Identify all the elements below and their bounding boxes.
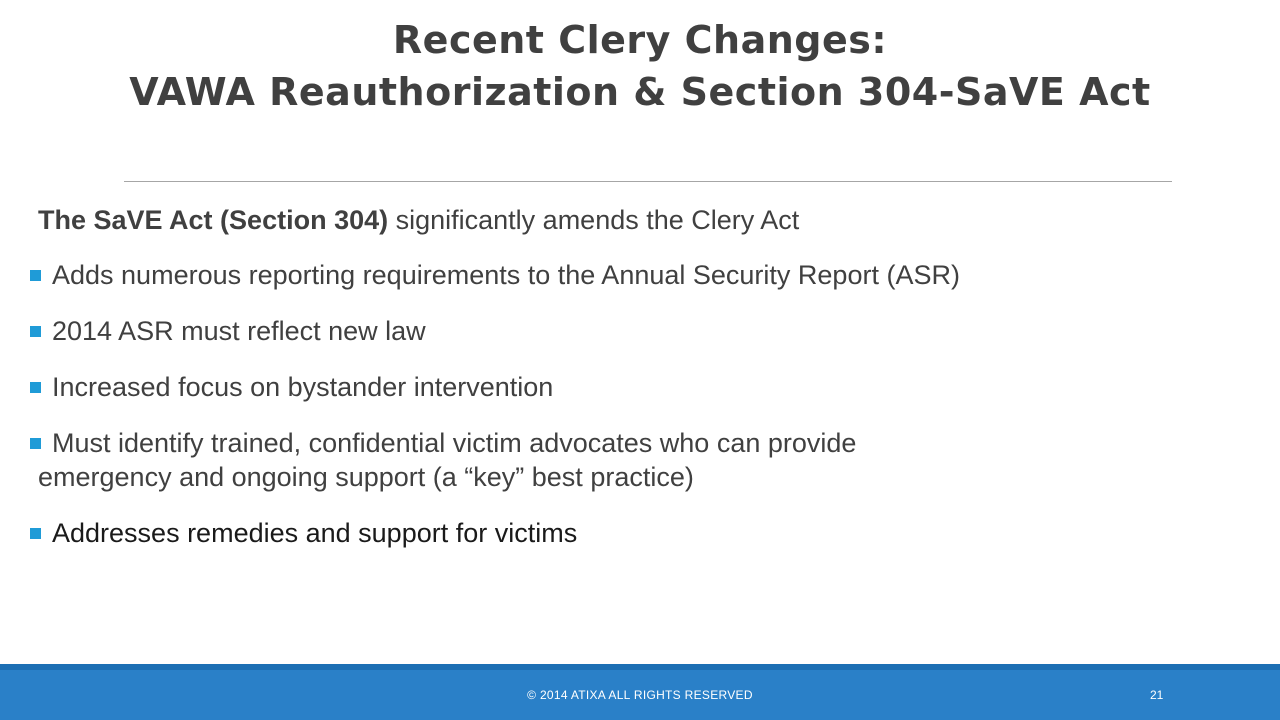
title-line-1: Recent Clery Changes:: [392, 18, 888, 62]
bullet-item: [30, 426, 1250, 494]
bullet-text: Must identify trained, confidential victim advocates who can provide: [52, 428, 857, 458]
bullet-text: 2014 ASR must reflect new law: [52, 316, 426, 346]
square-bullet-icon: [30, 528, 41, 539]
bullet-text: Addresses remedies and support for victims: [52, 518, 578, 548]
bullet-item: [30, 258, 1250, 292]
intro-text: significantly amends the Clery Act: [388, 205, 800, 235]
page-number: 21: [1150, 688, 1164, 702]
square-bullet-icon: [30, 438, 41, 449]
intro-bold-text: The SaVE Act (Section 304): [38, 205, 389, 235]
bullet-text-continued: emergency and ongoing support (a “key” best practice): [38, 462, 694, 492]
copyright-text: © 2014 ATIXA ALL RIGHTS RESERVED: [527, 688, 753, 702]
bullet-text: Adds numerous reporting requirements to the Annual Security Report (ASR): [52, 260, 960, 290]
bullet-item: [30, 314, 1250, 348]
square-bullet-icon: [30, 270, 41, 281]
bullet-item: [30, 516, 1250, 550]
slide-title: [0, 14, 1280, 118]
bullet-item: [30, 370, 1250, 404]
footer-bar: [0, 664, 1280, 720]
footer-accent-strip: [0, 664, 1280, 670]
bullet-list: [30, 258, 1250, 572]
intro-paragraph: [38, 202, 799, 238]
square-bullet-icon: [30, 326, 41, 337]
bullet-text: Increased focus on bystander intervention: [52, 372, 554, 402]
title-divider: [124, 181, 1172, 182]
title-line-2: VAWA Reauthorization & Section 304-SaVE Act: [129, 70, 1151, 114]
square-bullet-icon: [30, 382, 41, 393]
